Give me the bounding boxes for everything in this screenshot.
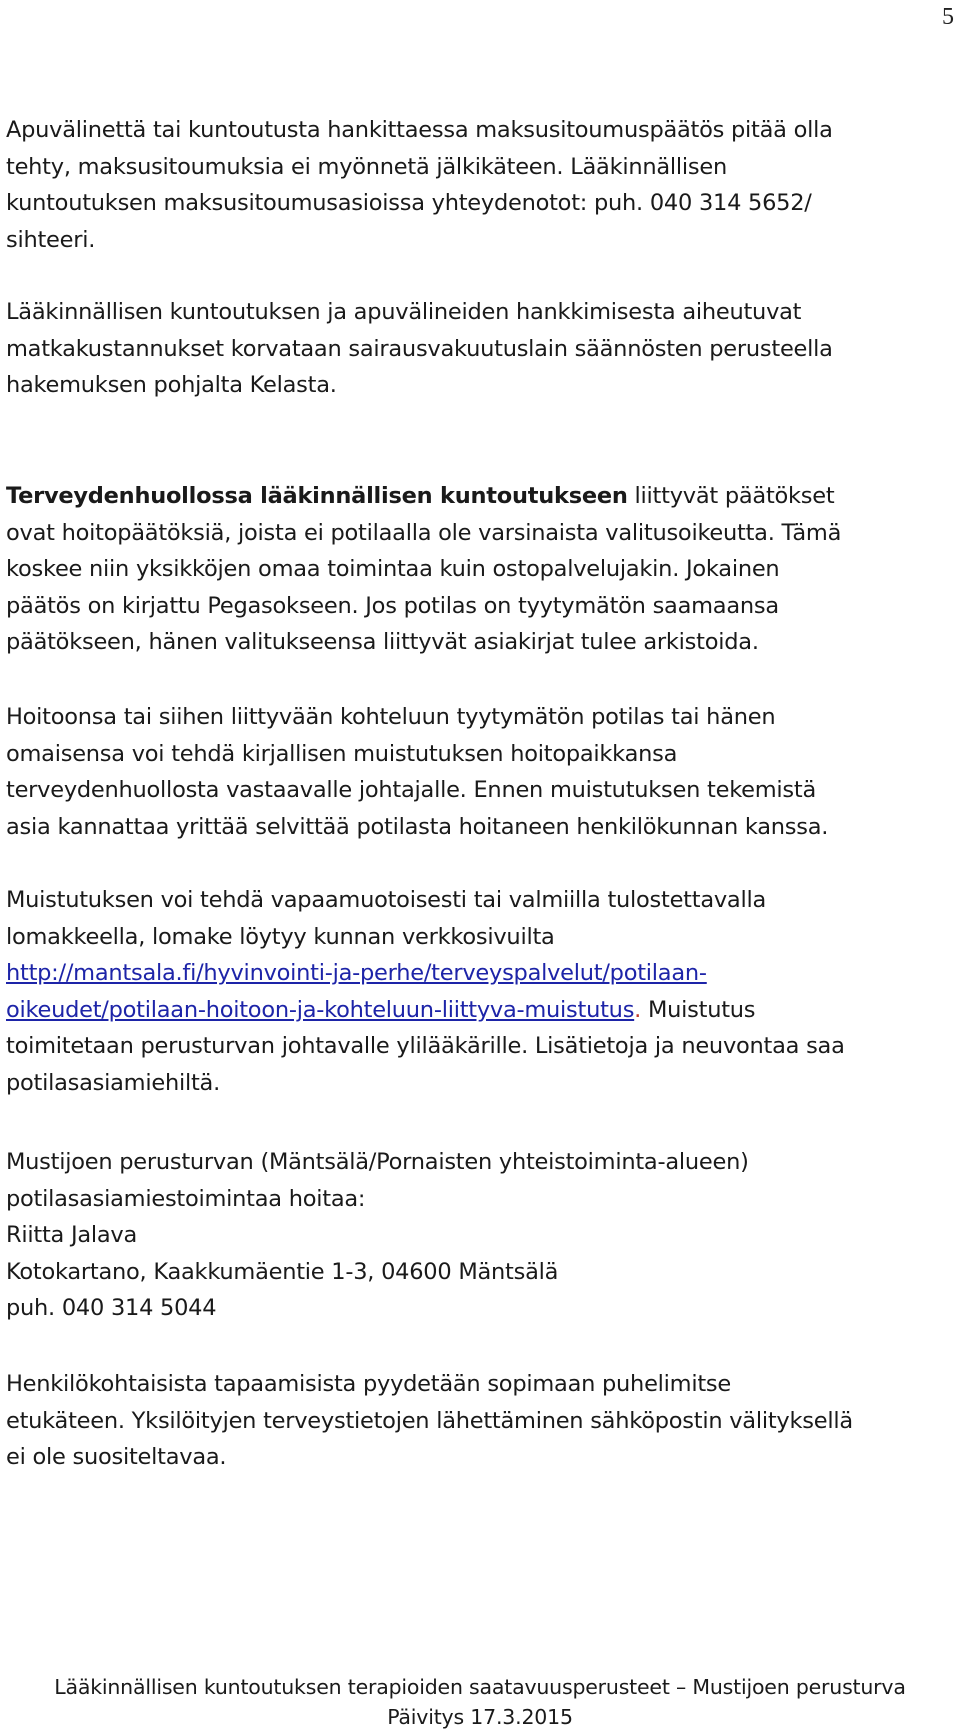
text-line: asia kannattaa yrittää selvittää potilasta hoitaneen henkilökunnan kanssa. [6,813,829,840]
ombudsman-address: Kotokartano, Kaakkumäentie 1-3, 04600 Mäntsälä [6,1258,559,1285]
complaint-form-link-part2[interactable]: oikeudet/potilaan-hoitoon-ja-kohteluun-liittyva-muistutus [6,996,635,1023]
text-line: Mustijoen perusturvan (Mäntsälä/Pornaisten yhteistoiminta-alueen) [6,1149,749,1175]
page-number: 5 [942,4,954,30]
text-line: Hoitoonsa tai siihen liittyvään kohteluun tyytymätön potilas tai hänen [6,704,776,730]
link-period: . [634,996,642,1023]
paragraph-decisions [6,478,841,661]
text-line: etukäteen. Yksilöityjen terveystietojen lähettäminen sähköpostin välityksellä [6,1407,853,1434]
text-line: ovat hoitopäätöksiä, joista ei potilaalla ole varsinaista valitusoikeutta. Tämä [6,519,842,546]
paragraph-patient-ombudsman [6,1144,749,1327]
text-line: liittyvät päätökset [627,483,835,509]
text-line: terveydenhuollosta vastaavalle johtajalle. Ennen muistutuksen tekemistä [6,777,817,804]
paragraph-complaint-form [6,882,845,1102]
text-line: Lääkinnällisen kuntoutuksen ja apuvälineiden hankkimisesta aiheutuvat [6,299,802,325]
text-line: tehty, maksusitoumuksia ei myönnetä jälkikäteen. Lääkinnällisen [6,153,727,180]
paragraph-payment-commitment [6,112,833,258]
paragraph-complaint [6,699,828,845]
paragraph-meetings [6,1366,853,1476]
paragraph-travel-costs [6,294,833,404]
footer-title: Lääkinnällisen kuntoutuksen terapioiden saatavuusperusteet – Mustijoen perusturva [54,1675,906,1699]
text-line: koskee niin yksikköjen omaa toimintaa kuin ostopalvelujakin. Jokainen [6,556,780,583]
text-line: ei ole suositeltavaa. [6,1444,227,1471]
ombudsman-name: Riitta Jalava [6,1222,138,1249]
text-line: toimitetaan perusturvan johtavalle ylilääkärille. Lisätietoja ja neuvontaa saa [6,1033,845,1060]
text-line: päätös on kirjattu Pegasokseen. Jos potilas on tyytymätön saamaansa [6,592,779,619]
text-line: Apuvälinettä tai kuntoutusta hankittaessa maksusitoumuspäätös pitää olla [6,117,833,143]
page-footer [0,1672,960,1732]
text-line: matkakustannukset korvataan sairausvakuutuslain säännösten perusteella [6,335,833,362]
text-line: potilasasiamiestoimintaa hoitaa: [6,1185,366,1212]
text-line: potilasasiamiehiltä. [6,1069,220,1096]
text-line: kuntoutuksen maksusitoumusasioissa yhteydenotot: puh. 040 314 5652/ [6,190,812,217]
footer-date: Päivitys 17.3.2015 [387,1705,573,1729]
ombudsman-phone: puh. 040 314 5044 [6,1295,217,1322]
text-line: hakemuksen pohjalta Kelasta. [6,372,337,399]
text-line: päätökseen, hänen valitukseensa liittyvät asiakirjat tulee arkistoida. [6,629,759,656]
bold-lead-text: Terveydenhuollossa lääkinnällisen kuntoutukseen [6,483,628,509]
text-line: Henkilökohtaisista tapaamisista pyydetään sopimaan puhelimitse [6,1371,731,1397]
complaint-form-link-part1[interactable]: http://mantsala.fi/hyvinvointi-ja-perhe/terveyspalvelut/potilaan- [6,960,707,987]
text-line: sihteeri. [6,226,96,253]
text-line: omaisensa voi tehdä kirjallisen muistutuksen hoitopaikkansa [6,740,678,767]
text-line: Muistutus [641,996,756,1023]
text-line: lomakkeella, lomake löytyy kunnan verkkosivuilta [6,923,555,950]
text-line: Muistutuksen voi tehdä vapaamuotoisesti tai valmiilla tulostettavalla [6,887,766,913]
